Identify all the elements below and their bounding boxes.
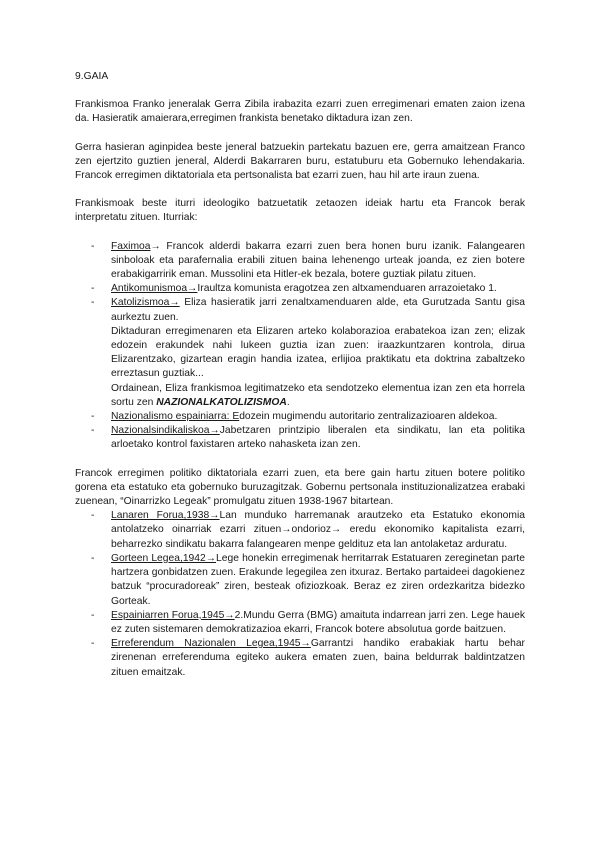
source-text: Eliza hasieratik jarri zenaltxamenduaren alde, eta Gurutzada Santu gisa aurkeztu zuen.	[111, 297, 525, 323]
war-paragraph: Gerra hasieran aginpidea beste jeneral batzuekin partekatu bazuen ere, gerra amaitzean Franco zen ejertzito guztien jeneral, Alderdi Bakarraren buru, estatuburu eta Gobernuko lehendakaria. Francok erregimen diktatoriala eta pertsonalista bat ezarri zuen, hau hil arte iraun zuena.	[75, 141, 525, 182]
list-item	[91, 424, 525, 452]
list-item	[91, 296, 525, 410]
list-item	[91, 240, 525, 283]
emphasis-term: NAZIONALKATOLIZISMOA	[156, 396, 287, 408]
source-term: Antikomunismoa→	[111, 283, 198, 295]
source-term: Nazionalsindikaliskoa→	[111, 425, 220, 437]
intro-paragraph: Frankismoa Franko jeneralak Gerra Zibila irabazita ezarri zuen erregimenari ematen zaion izena da. Hasieratik amaierara,erregimen frankista benetako diktadura izan zen.	[75, 99, 525, 125]
source-text: Jabetzaren printzipio liberalen eta sindikatu, lan eta politika arloetako kontrol faxistaren arteko nahasketa izan zen.	[111, 425, 525, 451]
source-term: Katolizismoa→	[111, 297, 180, 309]
ideological-sources-list	[75, 240, 525, 453]
law-term: Espainiarren Forua,1945→	[111, 609, 235, 621]
source-text: dozein mugimendu autoritario zentralizazioaren aldekoa.	[239, 411, 498, 423]
source-term: Faximoa	[111, 240, 151, 252]
source-subparagraph: Ordainean, Eliza frankismoa legitimatzeko eta sendotzeko elementua izan zen eta horrela sortu zen NAZIONALKATOLIZISMOA.	[111, 382, 525, 408]
list-item	[91, 637, 525, 680]
regime-paragraph: Francok erregimen politiko diktatoriala ezarri zuen, eta bere gain hartu zituen botere politiko gorena eta estatuko eta gobernuko buruzagitzak. Gobernu pertsonala instituzionalizatzea erabaki zuenean, “Oinarrizko Legeak” promulgatu zituen 1938-1967 bitartean.	[75, 467, 525, 508]
source-subparagraph: Diktaduran erregimenaren eta Elizaren arteko kolaborazioa erabatekoa izan zen; elizak edozein erakundek nahi lukeen guztia izan zuen: iraazkuntzaren kontrola, dirua Elizarentzako, gizartean eragin handia izatea, erlijioa praktikatu eta doktrina zabaltzeko erreztasun guztiak...	[111, 325, 525, 380]
law-term: Gorteen Legea,1942→	[111, 552, 217, 564]
source-text: → Francok alderdi bakarra ezarri zuen bera honen buru izanik. Falangearen sinboloak eta parafernalia erabili zituen baina lehenengo urteak joanda, ez zien botere erabakigarririk eman. Mussolini eta Hitler-ek bezala, botere guztiak pilatu zituen.	[111, 240, 525, 281]
source-text: Iraultza komunista eragotzea zen altxamenduaren arrazoietako 1.	[197, 283, 497, 295]
source-term: Nazionalismo espainiarra: E	[111, 411, 240, 423]
list-item	[91, 410, 525, 424]
list-item	[91, 609, 525, 637]
document-title: 9.GAIA	[75, 71, 109, 82]
sources-intro-paragraph: Frankismoak beste iturri ideologiko batzuetatik zetaozen ideiak hartu eta Francok berak interpretatu zituen. Iturriak:	[75, 198, 525, 224]
list-item	[91, 282, 525, 296]
list-item	[91, 552, 525, 609]
list-item	[91, 509, 525, 552]
law-text: 2.Mundu Gerra (BMG) amaituta indarrean jarri zen. Lege hauek ez zuten sistemaren demokratizazioa ekarri, Francok botere absolutua gorde baitzuen.	[111, 609, 525, 635]
law-term: Erreferendum Nazionalen Legea,1945→	[111, 638, 311, 650]
law-text: Lege honekin erregimenak herritarrak Estatuaren zereginetan parte hartzera gonbidatzen zuen. Erakunde legegilea zen itxuraz. Bertako partaideei dagokienez batzuk “procuradoreak” ziren, besteak ofiziozkoak. Beraz ez ziren ordezkaritza bidezko Gorteak.	[111, 552, 525, 607]
law-text: Lan munduko harremanak arautzeko eta Estatuko ekonomia antolatzeko oinarriak ezarri zituen→ondorioz→ eredu ekonomiko kapitalista ezarri, beharrezko sindikatu bakarra falangearen menpe geldituz eta lan antolaketaz arduratu.	[111, 510, 525, 550]
fundamental-laws-list	[75, 509, 525, 679]
law-term: Lanaren Forua,1938→	[111, 510, 220, 522]
law-text: Garrantzi handiko erabakiak hartu behar zirenenan erreferenduma egiteko aukera ematen zuen, baina beldurrak baldintzatzen zituen emaitzak.	[111, 638, 525, 678]
